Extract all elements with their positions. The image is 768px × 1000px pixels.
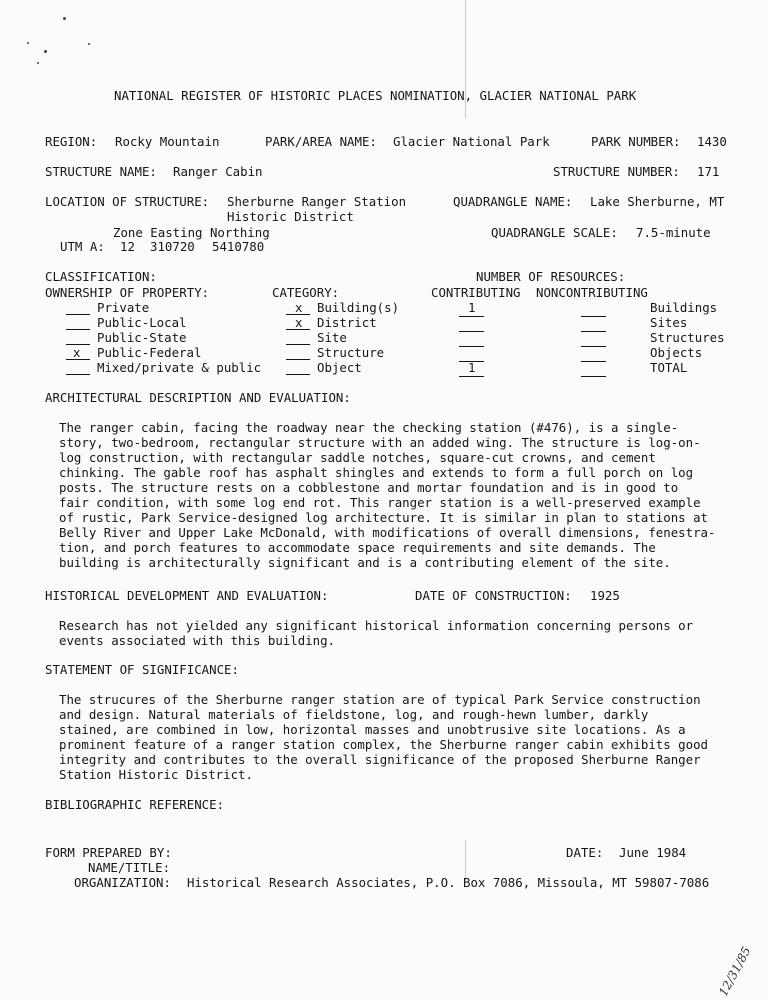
structure-name-label: STRUCTURE NAME: xyxy=(45,164,157,179)
significance-paragraph xyxy=(59,692,731,782)
region-value: Rocky Mountain xyxy=(115,134,220,149)
noncontributing-blank[interactable] xyxy=(581,346,606,347)
significance-heading: STATEMENT OF SIGNIFICANCE: xyxy=(45,662,239,677)
fold-line xyxy=(465,840,466,880)
handwritten-date: 12/31/85 xyxy=(716,944,754,999)
category-label: Site xyxy=(317,330,347,345)
ownership-label: Public-Local xyxy=(97,315,187,330)
quadrangle-label: QUADRANGLE NAME: xyxy=(453,194,573,209)
category-mark: x xyxy=(295,300,303,315)
bibliography-heading: BIBLIOGRAPHIC REFERENCE: xyxy=(45,797,225,812)
location-value-line1: Sherburne Ranger Station xyxy=(227,194,407,209)
contributing-blank[interactable] xyxy=(459,331,484,332)
construction-date-value: 1925 xyxy=(590,588,620,603)
scale-label: QUADRANGLE SCALE: xyxy=(491,225,618,240)
contributing-count: 1 xyxy=(468,300,476,315)
historical-paragraph xyxy=(59,618,731,648)
paragraph-line: events associated with this building. xyxy=(59,633,336,648)
noncontributing-blank[interactable] xyxy=(581,376,606,377)
category-label: District xyxy=(317,315,377,330)
scan-speck xyxy=(88,43,90,45)
category-label: Structure xyxy=(317,345,385,360)
resource-label: Buildings xyxy=(650,300,718,315)
ownership-label: Private xyxy=(97,300,150,315)
utm-easting: 310720 xyxy=(150,239,195,254)
resource-label: Sites xyxy=(650,315,688,330)
utm-label: UTM A: xyxy=(60,239,105,254)
paragraph-line: fair condition, with some log end rot. This ranger station is a well-preserved example xyxy=(59,495,701,510)
contributing-heading: CONTRIBUTING xyxy=(431,285,521,300)
scale-value: 7.5-minute xyxy=(636,225,711,240)
paragraph-line: of rustic, Park Service-designed log architecture. It is similar in plan to stations at xyxy=(59,510,709,525)
park-number-label: PARK NUMBER: xyxy=(591,134,681,149)
noncontributing-blank[interactable] xyxy=(581,331,606,332)
category-heading: CATEGORY: xyxy=(272,285,340,300)
utm-zone: 12 xyxy=(120,239,135,254)
park-number-value: 1430 xyxy=(697,134,727,149)
contributing-blank[interactable] xyxy=(459,376,484,377)
utm-column-header: Zone Easting Northing xyxy=(113,225,270,240)
classification-heading: CLASSIFICATION: xyxy=(45,269,157,284)
organization-label: ORGANIZATION: xyxy=(74,875,171,890)
paragraph-line: The ranger cabin, facing the roadway near the checking station (#476), is a single- xyxy=(59,420,679,435)
paragraph-line: stained, are combined in low, horizontal masses and unobtrusive site locations. As a xyxy=(59,722,686,737)
paragraph-line: and design. Natural materials of fieldstone, log, and rough-hewn lumber, darkly xyxy=(59,707,649,722)
quadrangle-value: Lake Sherburne, MT xyxy=(590,194,725,209)
contributing-blank[interactable] xyxy=(459,316,484,317)
organization-value: Historical Research Associates, P.O. Box 7086, Missoula, MT 59807-7086 xyxy=(187,875,710,890)
ownership-mark: x xyxy=(73,345,81,360)
form-date-value: June 1984 xyxy=(619,845,687,860)
location-value-line2: Historic District xyxy=(227,209,354,224)
scan-speck xyxy=(63,17,66,20)
resource-label: Structures xyxy=(650,330,725,345)
category-mark: x xyxy=(295,315,303,330)
paragraph-line: tion, and porch features to accommodate space requirements and site demands. The xyxy=(59,540,656,555)
location-label: LOCATION OF STRUCTURE: xyxy=(45,194,210,209)
paragraph-line: Station Historic District. xyxy=(59,767,253,782)
noncontributing-blank[interactable] xyxy=(581,316,606,317)
structure-name-value: Ranger Cabin xyxy=(173,164,263,179)
category-label: Object xyxy=(317,360,362,375)
region-label: REGION: xyxy=(45,134,98,149)
park-label: PARK/AREA NAME: xyxy=(265,134,377,149)
category-blank[interactable] xyxy=(286,359,310,360)
name-title-label: NAME/TITLE: xyxy=(88,860,171,875)
utm-northing: 5410780 xyxy=(212,239,265,254)
structure-number-value: 171 xyxy=(697,164,720,179)
ownership-blank[interactable] xyxy=(66,329,90,330)
resource-label: TOTAL xyxy=(650,360,688,375)
construction-date-label: DATE OF CONSTRUCTION: xyxy=(415,588,572,603)
architectural-paragraph xyxy=(59,420,731,570)
noncontributing-heading: NONCONTRIBUTING xyxy=(536,285,648,300)
document-title: NATIONAL REGISTER OF HISTORIC PLACES NOMINATION, GLACIER NATIONAL PARK xyxy=(114,88,637,103)
noncontributing-blank[interactable] xyxy=(581,361,606,362)
contributing-blank[interactable] xyxy=(459,346,484,347)
paragraph-line: posts. The structure rests on a cobblestone and mortar foundation and is in good to xyxy=(59,480,679,495)
paragraph-line: story, two-bedroom, rectangular structure with an added wing. The structure is log-on- xyxy=(59,435,701,450)
form-date-label: DATE: xyxy=(566,845,604,860)
contributing-count: 1 xyxy=(468,360,476,375)
category-blank[interactable] xyxy=(286,344,310,345)
ownership-label: Public-Federal xyxy=(97,345,202,360)
category-label: Building(s) xyxy=(317,300,400,315)
paragraph-line: integrity and contributes to the overall significance of the proposed Sherburne Ranger xyxy=(59,752,701,767)
structure-number-label: STRUCTURE NUMBER: xyxy=(553,164,680,179)
resource-label: Objects xyxy=(650,345,703,360)
ownership-label: Public-State xyxy=(97,330,187,345)
paragraph-line: log construction, with rectangular saddle notches, square-cut crowns, and cement xyxy=(59,450,656,465)
paragraph-line: building is architecturally significant and is a contributing element of the site. xyxy=(59,555,671,570)
resources-heading: NUMBER OF RESOURCES: xyxy=(476,269,626,284)
scan-speck xyxy=(37,62,39,64)
scan-speck xyxy=(44,50,47,53)
architectural-heading: ARCHITECTURAL DESCRIPTION AND EVALUATION: xyxy=(45,390,351,405)
paragraph-line: prominent feature of a ranger station complex, the Sherburne ranger cabin exhibits good xyxy=(59,737,709,752)
park-value: Glacier National Park xyxy=(393,134,550,149)
paragraph-line: The strucures of the Sherburne ranger station are of typical Park Service construction xyxy=(59,692,701,707)
paragraph-line: Research has not yielded any significant historical information concerning persons or xyxy=(59,618,694,633)
ownership-label: Mixed/private & public xyxy=(97,360,262,375)
paragraph-line: Belly River and Upper Lake McDonald, with modifications of overall dimensions, fenestra- xyxy=(59,525,716,540)
ownership-blank[interactable] xyxy=(66,314,90,315)
historical-heading: HISTORICAL DEVELOPMENT AND EVALUATION: xyxy=(45,588,329,603)
ownership-heading: OWNERSHIP OF PROPERTY: xyxy=(45,285,210,300)
paragraph-line: chinking. The gable roof has asphalt shingles and extends to form a full porch on log xyxy=(59,465,694,480)
ownership-blank[interactable] xyxy=(66,374,90,375)
prepared-by-label: FORM PREPARED BY: xyxy=(45,845,172,860)
category-blank[interactable] xyxy=(286,374,310,375)
scan-speck xyxy=(27,42,29,44)
